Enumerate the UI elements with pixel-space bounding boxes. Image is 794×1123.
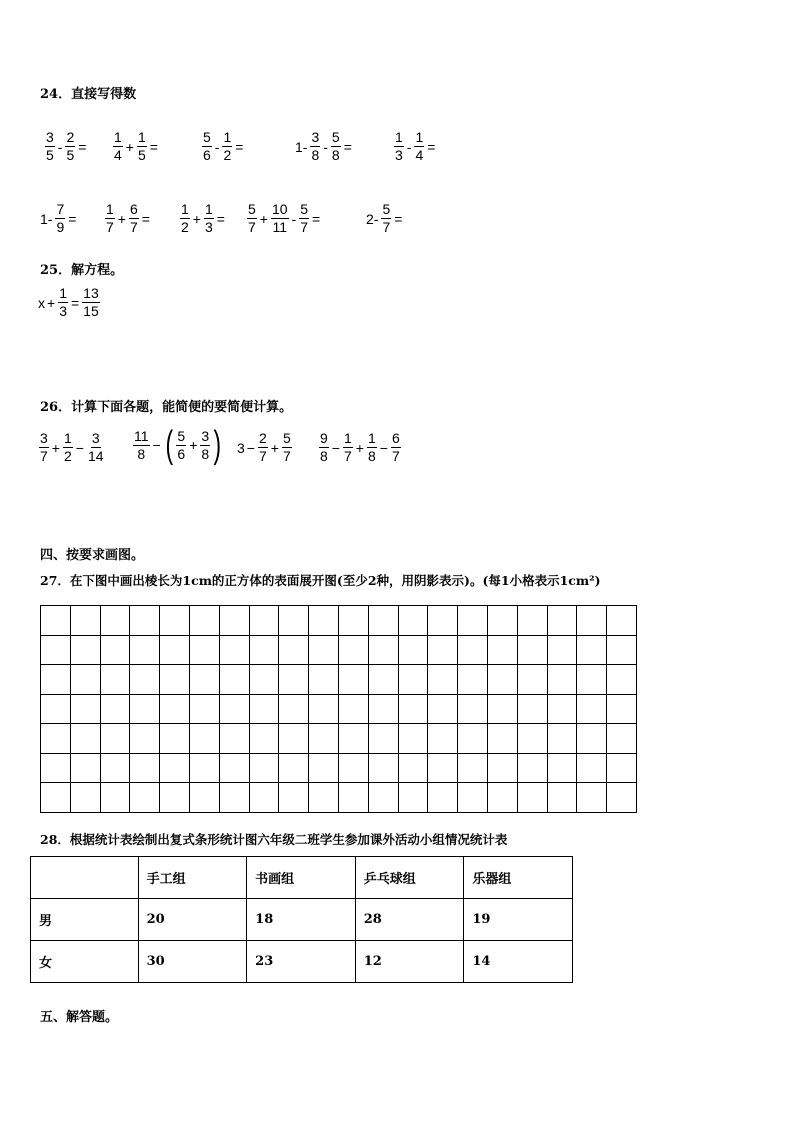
fraction: $\frac{5}{7}$	[248, 201, 256, 235]
fraction: $\frac{1}{4}$	[415, 129, 424, 163]
grid-cell[interactable]	[41, 665, 71, 695]
grid-cell[interactable]	[160, 636, 190, 666]
grid-cell[interactable]	[339, 606, 369, 636]
fraction: $\frac{5}{6}$	[203, 129, 211, 163]
table-header-cell: 手工组	[138, 857, 247, 899]
grid-cell[interactable]	[488, 695, 518, 725]
fraction: $\frac{11}{8}$	[134, 427, 149, 462]
grid-cell[interactable]	[130, 606, 160, 636]
grid-cell[interactable]	[428, 783, 458, 813]
grid-cell[interactable]	[339, 783, 369, 813]
grid-cell[interactable]	[250, 636, 280, 666]
grid-cell[interactable]	[309, 606, 339, 636]
table-cell: 18	[247, 899, 356, 941]
grid-cell[interactable]	[577, 754, 607, 784]
fraction: $\frac{1}{4}$	[114, 129, 122, 163]
grid-cell[interactable]	[309, 754, 339, 784]
table-row	[31, 941, 573, 983]
grid-cell[interactable]	[130, 783, 160, 813]
grid-cell[interactable]	[399, 606, 429, 636]
grid-cell[interactable]	[160, 606, 190, 636]
grid-cell[interactable]	[369, 724, 399, 754]
fraction: $\frac{9}{8}$	[320, 430, 328, 464]
grid-cell[interactable]	[428, 754, 458, 784]
grid-cell[interactable]	[71, 636, 101, 666]
grid-cell[interactable]	[607, 606, 637, 636]
section-4-title: 四、按要求画图。	[40, 548, 145, 563]
q24-item-3: $\frac{5}{6}$ - $\frac{1}{2}$ =	[203, 129, 244, 163]
grid-cell[interactable]	[458, 695, 488, 725]
fraction: $\frac{3}{14}$	[87, 430, 104, 464]
grid-cell[interactable]	[607, 695, 637, 725]
table-cell: 23	[247, 941, 356, 983]
grid-cell[interactable]	[458, 724, 488, 754]
grid-cell[interactable]	[577, 695, 607, 725]
table-cell: 19	[464, 899, 573, 941]
grid-cell[interactable]	[607, 783, 637, 813]
grid-cell[interactable]	[190, 606, 220, 636]
grid-cell[interactable]	[71, 783, 101, 813]
fraction: $\frac{1}{7}$	[343, 430, 352, 464]
grid-cell[interactable]	[607, 724, 637, 754]
q24-title: 24．直接写得数	[40, 87, 137, 102]
fraction: $\frac{5}{8}$	[331, 129, 340, 163]
grid-cell[interactable]	[488, 636, 518, 666]
fraction: $\frac{3}{7}$	[40, 430, 48, 464]
grid-cell[interactable]	[369, 665, 399, 695]
grid-cell[interactable]	[369, 636, 399, 666]
q24-item-9: $\frac{5}{7}$ + $\frac{10}{11}$ - $\frac{5}{7}$ =	[248, 201, 321, 235]
grid-cell[interactable]	[130, 754, 160, 784]
grid-cell[interactable]	[309, 783, 339, 813]
grid-cell[interactable]	[339, 695, 369, 725]
grid-cell[interactable]	[548, 754, 578, 784]
grid-cell[interactable]	[577, 783, 607, 813]
fraction: $\frac{1}{7}$	[106, 201, 114, 235]
grid-cell[interactable]	[220, 783, 250, 813]
table-header-cell: 书画组	[247, 857, 356, 899]
fraction: $\frac{1}{5}$	[137, 129, 146, 163]
grid-cell[interactable]	[41, 724, 71, 754]
grid-cell[interactable]	[369, 783, 399, 813]
grid-cell[interactable]	[548, 606, 578, 636]
fraction: $\frac{1}{8}$	[367, 430, 376, 464]
grid-cell[interactable]	[309, 636, 339, 666]
grid-cell[interactable]	[160, 783, 190, 813]
table-cell: 14	[464, 941, 573, 983]
fraction: $\frac{10}{11}$	[271, 201, 288, 235]
grid-cell[interactable]	[220, 636, 250, 666]
grid-cell[interactable]	[369, 695, 399, 725]
grid-cell[interactable]	[279, 754, 309, 784]
grid-cell[interactable]	[548, 636, 578, 666]
grid-cell[interactable]	[399, 724, 429, 754]
fraction: $\frac{6}{7}$	[129, 201, 138, 235]
grid-cell[interactable]	[279, 695, 309, 725]
grid-cell[interactable]	[71, 724, 101, 754]
table-cell: 12	[355, 941, 464, 983]
q24-item-6: 1- $\frac{7}{9}$ =	[40, 201, 77, 235]
grid-cell[interactable]	[101, 665, 131, 695]
fraction: $\frac{5}{7}$	[382, 201, 391, 235]
fraction: $\frac{1}{3}$	[204, 201, 213, 235]
grid-cell[interactable]	[279, 783, 309, 813]
grid-cell[interactable]	[130, 695, 160, 725]
grid-cell[interactable]	[518, 695, 548, 725]
grid-cell[interactable]	[41, 754, 71, 784]
grid-cell[interactable]	[190, 636, 220, 666]
q24-item-7: $\frac{1}{7}$ + $\frac{6}{7}$ =	[106, 201, 150, 235]
q24-item-1: $\frac{3}{5}$ - $\frac{2}{5}$ =	[46, 129, 87, 163]
grid-cell[interactable]	[607, 665, 637, 695]
table-cell: 30	[138, 941, 247, 983]
q26-expression-3: 3 − $\frac{2}{7}$ + $\frac{5}{7}$	[237, 430, 291, 464]
grid-cell[interactable]	[458, 783, 488, 813]
grid-cell[interactable]	[518, 783, 548, 813]
q28-title: 28．根据统计表绘制出复式条形统计图六年级二班学生参加课外活动小组情况统计表	[40, 832, 508, 847]
row-label: 男	[31, 899, 139, 941]
grid-cell[interactable]	[428, 606, 458, 636]
grid-cell[interactable]	[220, 754, 250, 784]
fraction: $\frac{1}{3}$	[395, 129, 403, 163]
grid-cell[interactable]	[518, 665, 548, 695]
grid-cell[interactable]	[101, 783, 131, 813]
grid-cell[interactable]	[190, 754, 220, 784]
fraction: $\frac{2}{7}$	[258, 430, 267, 464]
fraction: $\frac{1}{2}$	[181, 201, 189, 235]
grid-cell[interactable]	[220, 606, 250, 636]
fraction: $\frac{5}{7}$	[282, 430, 291, 464]
grid-cell[interactable]	[41, 783, 71, 813]
grid-cell[interactable]	[309, 724, 339, 754]
grid-cell[interactable]	[279, 636, 309, 666]
grid-cell[interactable]	[488, 754, 518, 784]
q24-item-8: $\frac{1}{2}$ + $\frac{1}{3}$ =	[181, 201, 225, 235]
grid-cell[interactable]	[428, 724, 458, 754]
grid-cell[interactable]	[458, 606, 488, 636]
grid-cell[interactable]	[190, 783, 220, 813]
grid-cell[interactable]	[41, 606, 71, 636]
fraction: $\frac{1}{2}$	[223, 129, 232, 163]
fraction: $\frac{3}{5}$	[46, 129, 54, 163]
grid-cell[interactable]	[399, 636, 429, 666]
grid-cell[interactable]	[458, 636, 488, 666]
grid-cell[interactable]	[548, 724, 578, 754]
grid-cell[interactable]	[41, 695, 71, 725]
q24-item-4: 1- $\frac{3}{8}$ - $\frac{5}{8}$ =	[295, 129, 352, 163]
grid-cell[interactable]	[250, 724, 280, 754]
grid-cell[interactable]	[399, 783, 429, 813]
grid-cell[interactable]	[71, 695, 101, 725]
grid-cell[interactable]	[399, 665, 429, 695]
grid-cell[interactable]	[250, 665, 280, 695]
fraction: $\frac{7}{9}$	[56, 201, 65, 235]
grid-cell[interactable]	[101, 606, 131, 636]
grid-cell[interactable]	[279, 665, 309, 695]
table-header-row	[31, 857, 573, 899]
q25-equation: x + $\frac{1}{3}$ = $\frac{13}{15}$	[38, 285, 99, 319]
drawing-grid[interactable]	[40, 605, 637, 813]
table-header-cell: 乐器组	[464, 857, 573, 899]
q27-title: 27．在下图中画出棱长为1cm的正方体的表面展开图(至少2种，用阴影表示)。(每1小格表示1cm²)	[40, 573, 601, 588]
grid-cell[interactable]	[518, 606, 548, 636]
grid-cell[interactable]	[101, 636, 131, 666]
grid-cell[interactable]	[190, 724, 220, 754]
grid-cell[interactable]	[518, 754, 548, 784]
grid-cell[interactable]	[130, 636, 160, 666]
statistics-table	[30, 856, 573, 983]
grid-cell[interactable]	[101, 754, 131, 784]
grid-cell[interactable]	[399, 695, 429, 725]
grid-cell[interactable]	[369, 754, 399, 784]
q26-expression-1: $\frac{3}{7}$ + $\frac{1}{2}$ − $\frac{3}{14}$	[40, 430, 104, 464]
grid-cell[interactable]	[190, 665, 220, 695]
grid-cell[interactable]	[220, 665, 250, 695]
q26-expression-4: $\frac{9}{8}$ − $\frac{1}{7}$ + $\frac{1}{8}$ − $\frac{6}{7}$	[320, 430, 400, 464]
table-header-cell: 乒乓球组	[355, 857, 464, 899]
fraction: $\frac{2}{5}$	[66, 129, 75, 163]
grid-cell[interactable]	[607, 754, 637, 784]
grid-cell[interactable]	[71, 606, 101, 636]
grid-cell[interactable]	[548, 665, 578, 695]
grid-cell[interactable]	[101, 695, 131, 725]
fraction: $\frac{1}{3}$	[59, 285, 67, 319]
grid-cell[interactable]	[250, 783, 280, 813]
grid-cell[interactable]	[41, 636, 71, 666]
table-header-cell	[31, 857, 139, 899]
grid-cell[interactable]	[488, 724, 518, 754]
grid-cell[interactable]	[577, 724, 607, 754]
grid-cell[interactable]	[71, 665, 101, 695]
fraction: $\frac{3}{8}$	[311, 129, 320, 163]
grid-cell[interactable]	[607, 636, 637, 666]
q24-item-10: 2- $\frac{5}{7}$ =	[366, 201, 403, 235]
q26-title: 26．计算下面各题，能简便的要简便计算。	[40, 400, 293, 415]
fraction: $\frac{5}{6}$	[177, 427, 186, 462]
grid-cell[interactable]	[250, 606, 280, 636]
grid-cell[interactable]	[250, 754, 280, 784]
table-row	[31, 899, 573, 941]
table-cell: 20	[138, 899, 247, 941]
grid-cell[interactable]	[279, 724, 309, 754]
fraction: $\frac{5}{7}$	[300, 201, 309, 235]
grid-cell[interactable]	[279, 606, 309, 636]
q25-title: 25．解方程。	[40, 263, 124, 278]
grid-cell[interactable]	[577, 636, 607, 666]
grid-cell[interactable]	[160, 754, 190, 784]
grid-cell[interactable]	[309, 665, 339, 695]
grid-cell[interactable]	[428, 636, 458, 666]
grid-cell[interactable]	[488, 665, 518, 695]
grid-cell[interactable]	[220, 695, 250, 725]
q26-expression-2: $\frac{11}{8}$ − ( $\frac{5}{6}$ + $\frac{3}{8}$ )	[134, 424, 222, 466]
grid-cell[interactable]	[190, 695, 220, 725]
grid-cell[interactable]	[548, 695, 578, 725]
section-5-title: 五、解答题。	[40, 1010, 119, 1025]
grid-cell[interactable]	[458, 754, 488, 784]
fraction: $\frac{6}{7}$	[391, 430, 400, 464]
grid-cell[interactable]	[458, 665, 488, 695]
grid-cell[interactable]	[250, 695, 280, 725]
fraction: $\frac{1}{2}$	[63, 430, 72, 464]
grid-cell[interactable]	[428, 695, 458, 725]
grid-cell[interactable]	[577, 665, 607, 695]
grid-cell[interactable]	[428, 665, 458, 695]
grid-cell[interactable]	[160, 665, 190, 695]
grid-cell[interactable]	[339, 754, 369, 784]
grid-cell[interactable]	[518, 636, 548, 666]
grid-cell[interactable]	[71, 754, 101, 784]
grid-cell[interactable]	[339, 665, 369, 695]
q24-item-2: $\frac{1}{4}$ + $\frac{1}{5}$ =	[114, 129, 158, 163]
grid-cell[interactable]	[160, 724, 190, 754]
grid-cell[interactable]	[220, 724, 250, 754]
grid-cell[interactable]	[160, 695, 190, 725]
fraction: $\frac{13}{15}$	[83, 285, 99, 319]
q24-item-5: $\frac{1}{3}$ - $\frac{1}{4}$ =	[395, 129, 436, 163]
grid-cell[interactable]	[488, 606, 518, 636]
grid-cell[interactable]	[488, 783, 518, 813]
grid-cell[interactable]	[309, 695, 339, 725]
fraction: $\frac{3}{8}$	[201, 427, 210, 462]
table-cell: 28	[355, 899, 464, 941]
grid-cell[interactable]	[339, 636, 369, 666]
row-label: 女	[31, 941, 139, 983]
grid-cell[interactable]	[130, 724, 160, 754]
grid-cell[interactable]	[548, 783, 578, 813]
grid-cell[interactable]	[369, 606, 399, 636]
grid-cell[interactable]	[577, 606, 607, 636]
grid-cell[interactable]	[339, 724, 369, 754]
grid-cell[interactable]	[130, 665, 160, 695]
grid-cell[interactable]	[399, 754, 429, 784]
grid-cell[interactable]	[101, 724, 131, 754]
grid-cell[interactable]	[518, 724, 548, 754]
